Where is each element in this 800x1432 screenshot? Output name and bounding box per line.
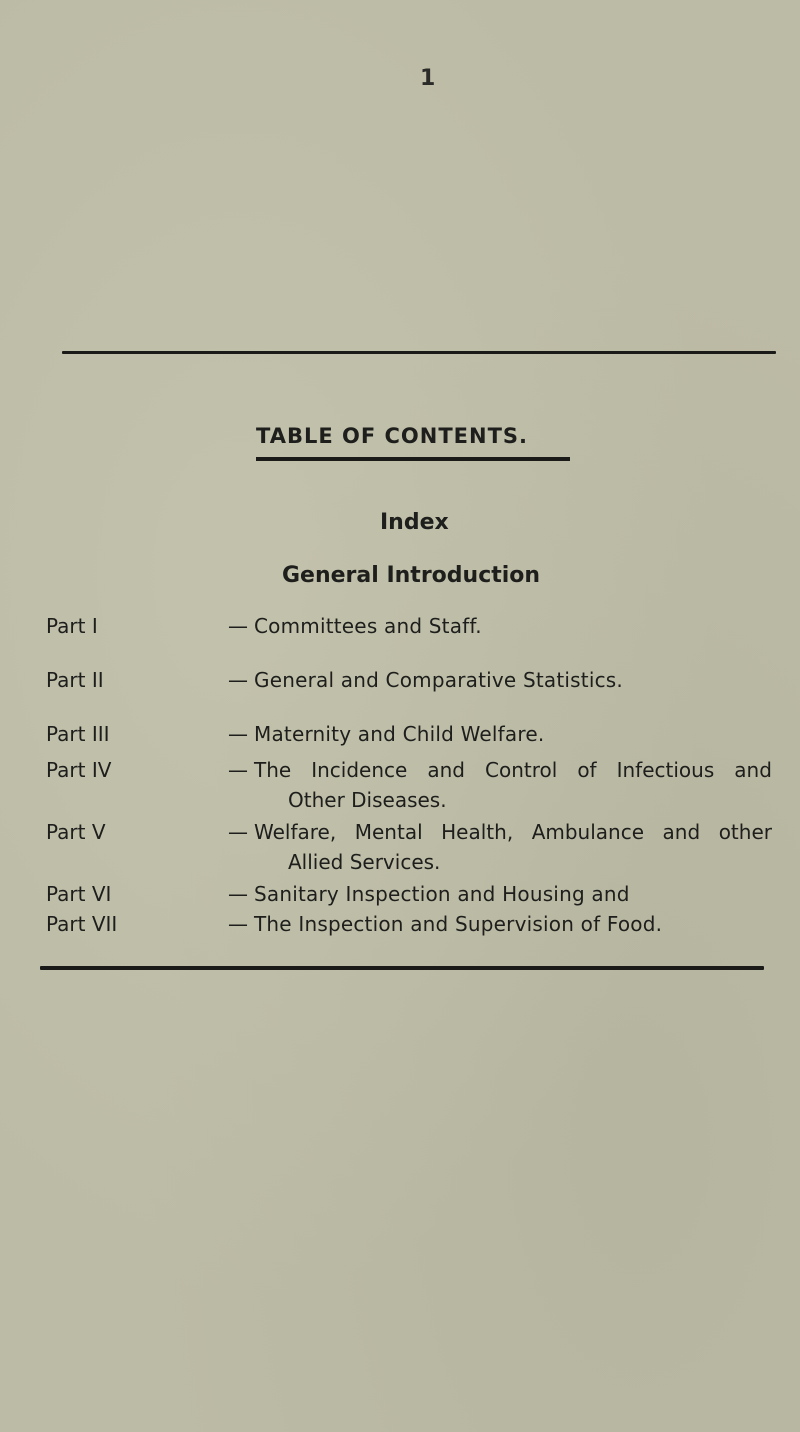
toc-entry-word: Mental xyxy=(354,820,423,844)
toc-entry xyxy=(254,758,772,782)
toc-entry-continuation: Other Diseases. xyxy=(288,788,447,812)
toc-entry: Sanitary Inspection and Housing and xyxy=(254,882,630,906)
top-rule xyxy=(62,351,776,354)
page-number: 1 xyxy=(420,66,436,91)
introduction-heading: General Introduction xyxy=(282,563,541,588)
bottom-rule xyxy=(40,966,764,970)
dash-separator: — xyxy=(228,722,248,746)
toc-entry-word: Welfare, xyxy=(254,820,337,844)
toc-entry-word: Health, xyxy=(441,820,514,844)
toc-entry-word: The xyxy=(254,758,292,782)
toc-entry-word: and xyxy=(662,820,701,844)
part-label: Part II xyxy=(46,668,104,692)
toc-entry-word: other xyxy=(718,820,772,844)
part-label: Part IV xyxy=(46,758,112,782)
index-heading: Index xyxy=(380,510,449,535)
dash-separator: — xyxy=(228,758,248,782)
toc-entry: General and Comparative Statistics. xyxy=(254,668,623,692)
toc-entry-word: Control xyxy=(485,758,558,782)
page-title: TABLE OF CONTENTS. xyxy=(256,424,529,448)
part-label: Part III xyxy=(46,722,110,746)
title-underline xyxy=(256,457,570,461)
toc-entry xyxy=(254,820,772,844)
toc-entry-word: and xyxy=(427,758,465,782)
dash-separator: — xyxy=(228,614,248,638)
toc-entry-word: Incidence xyxy=(311,758,408,782)
dash-separator: — xyxy=(228,912,248,936)
dash-separator: — xyxy=(228,668,248,692)
toc-entry: Committees and Staff. xyxy=(254,614,482,638)
toc-entry: Maternity and Child Welfare. xyxy=(254,722,545,746)
part-label: Part VI xyxy=(46,882,112,906)
toc-entry-word: Ambulance xyxy=(531,820,645,844)
toc-entry: The Inspection and Supervision of Food. xyxy=(254,912,663,936)
part-label: Part V xyxy=(46,820,106,844)
toc-entry-word: Infectious xyxy=(616,758,715,782)
dash-separator: — xyxy=(228,882,248,906)
part-label: Part VII xyxy=(46,912,118,936)
toc-entry-word: and xyxy=(734,758,772,782)
dash-separator: — xyxy=(228,820,248,844)
part-label: Part I xyxy=(46,614,98,638)
toc-entry-word: of xyxy=(577,758,597,782)
toc-entry-continuation: Allied Services. xyxy=(288,850,441,874)
